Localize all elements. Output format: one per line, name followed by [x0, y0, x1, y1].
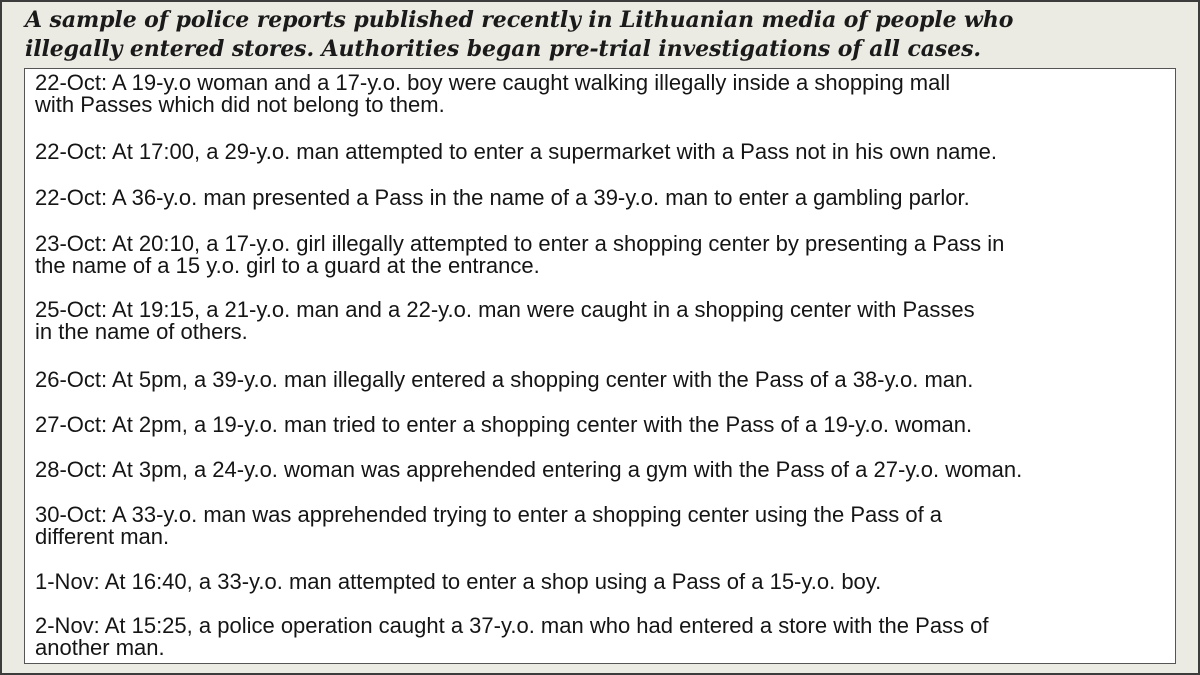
report-item — [35, 504, 1171, 548]
report-line: 22-Oct: At 17:00, a 29-y.o. man attempted to enter a supermarket with a Pass not in his own name. — [35, 139, 997, 164]
infographic-heading — [25, 6, 1185, 64]
report-item — [35, 369, 1171, 391]
report-line: different man. — [35, 524, 170, 549]
report-item — [35, 459, 1171, 481]
report-line: the name of a 15 y.o. girl to a guard at the entrance. — [35, 253, 540, 278]
report-line: 25-Oct: At 19:15, a 21-y.o. man and a 22-y.o. man were caught in a shopping center with Passes — [35, 297, 975, 322]
report-item — [35, 615, 1171, 659]
report-item — [35, 72, 1171, 116]
report-item — [35, 187, 1171, 209]
report-item — [35, 414, 1171, 436]
report-line: 2-Nov: At 15:25, a police operation caught a 37-y.o. man who had entered a store with the Pass of — [35, 613, 989, 638]
report-line: 22-Oct: A 36-y.o. man presented a Pass in the name of a 39-y.o. man to enter a gambling parlor. — [35, 185, 970, 210]
report-line: 26-Oct: At 5pm, a 39-y.o. man illegally entered a shopping center with the Pass of a 38-y.o. man. — [35, 367, 974, 392]
report-item — [35, 233, 1171, 277]
report-line: 27-Oct: At 2pm, a 19-y.o. man tried to enter a shopping center with the Pass of a 19-y.o. woman. — [35, 412, 973, 437]
report-line: 22-Oct: A 19-y.o woman and a 17-y.o. boy were caught walking illegally inside a shopping mall — [35, 70, 951, 95]
report-line: another man. — [35, 635, 165, 660]
report-line: 28-Oct: At 3pm, a 24-y.o. woman was apprehended entering a gym with the Pass of a 27-y.o. woman. — [35, 457, 1023, 482]
report-line: 1-Nov: At 16:40, a 33-y.o. man attempted to enter a shop using a Pass of a 15-y.o. boy. — [35, 569, 882, 594]
report-line: with Passes which did not belong to them. — [35, 92, 445, 117]
reports-box — [24, 68, 1176, 664]
heading-line-2: illegally entered stores. Authorities began pre-trial investigations of all cases. — [25, 36, 981, 62]
report-line: 30-Oct: A 33-y.o. man was apprehended trying to enter a shopping center using the Pass of a — [35, 502, 943, 527]
report-item — [35, 571, 1171, 593]
report-item — [35, 141, 1171, 163]
report-line: 23-Oct: At 20:10, a 17-y.o. girl illegally attempted to enter a shopping center by presenting a Pass in — [35, 231, 1005, 256]
report-item — [35, 299, 1171, 343]
heading-line-1: A sample of police reports published recently in Lithuanian media of people who — [25, 7, 1014, 33]
report-line: in the name of others. — [35, 319, 248, 344]
